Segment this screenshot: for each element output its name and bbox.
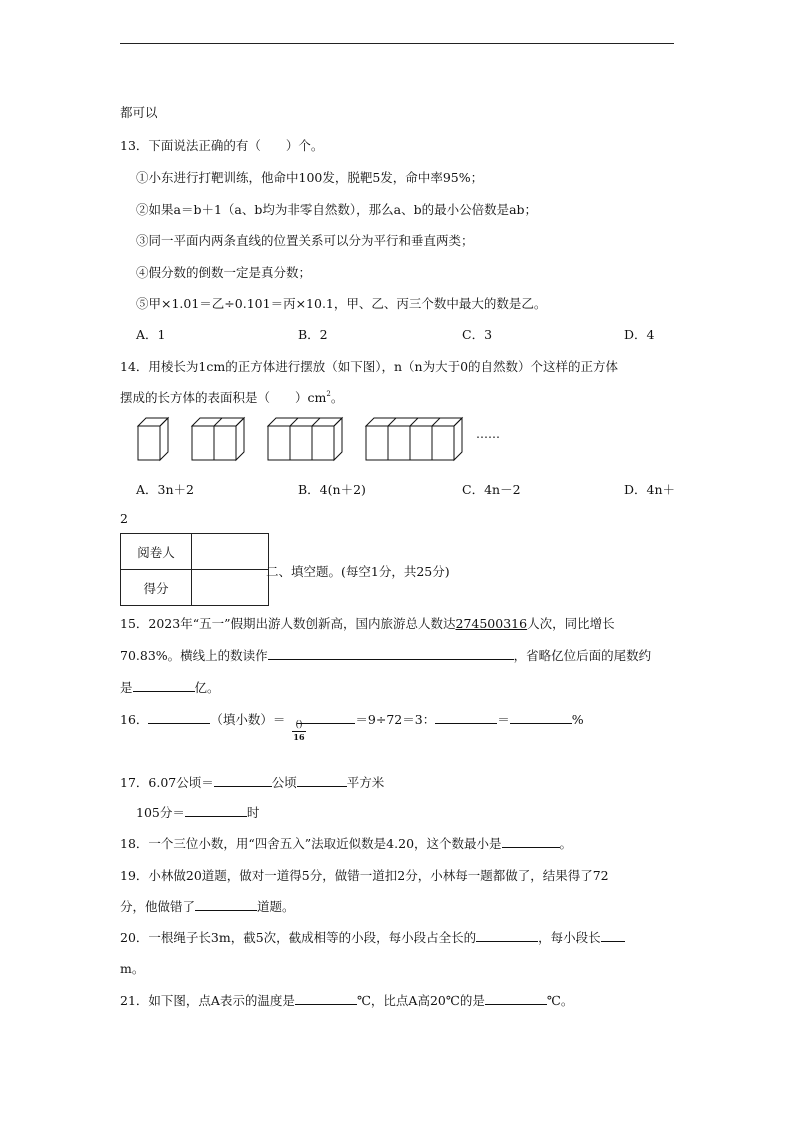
q19-blank[interactable]	[195, 897, 257, 911]
q21-blank-higher[interactable]	[485, 991, 547, 1005]
cube-figure	[130, 412, 530, 468]
q18-text: 。	[559, 836, 573, 851]
q16-text: ＝	[497, 712, 510, 727]
q21-text: ℃。	[546, 993, 574, 1008]
q16-line	[120, 710, 584, 728]
q17-blank-hectare[interactable]	[214, 773, 272, 787]
score-cell[interactable]	[192, 570, 269, 606]
q17-text: 105分＝	[136, 805, 185, 820]
q18-blank[interactable]	[502, 834, 560, 848]
q15-number: 274500316	[455, 616, 528, 631]
q15-blank-approx[interactable]	[133, 678, 195, 692]
q17-text: 平方米	[346, 775, 385, 790]
section-heading: 二、填空题。(每空1分，共25分)	[266, 564, 450, 579]
q15-text: 70.83%。横线上的数读作	[120, 648, 268, 663]
q13-statement: ③同一平面内两条直线的位置关系可以分为平行和垂直两类；	[136, 233, 474, 248]
q15-text: 亿。	[194, 680, 220, 695]
q18-text: 18．一个三位小数，用“四舍五入”法取近似数是4.20，这个数最小是	[120, 836, 502, 851]
q20-text: ，每小段长	[538, 930, 601, 945]
q21-blank-a[interactable]	[295, 991, 357, 1005]
q16-text: （填小数）＝	[210, 712, 286, 727]
q17-line1	[120, 773, 384, 791]
q15-line3	[120, 678, 220, 696]
q16-blank-numerator[interactable]	[297, 710, 355, 724]
q14-stem-line2	[120, 388, 343, 406]
header-rule	[120, 43, 674, 44]
q15-text: 是	[120, 680, 133, 695]
q17-line2	[136, 803, 259, 821]
q16-fraction-denominator: 16	[293, 732, 305, 742]
cube-row-3	[268, 418, 342, 460]
q14-option-d[interactable]: D．4n＋	[624, 482, 676, 497]
cube-row-1	[138, 418, 168, 460]
q16-fraction	[292, 720, 306, 742]
q16-text: ＝9÷72＝3：	[355, 712, 436, 727]
q20-line1	[120, 928, 625, 946]
q20-blank-fraction[interactable]	[476, 928, 538, 942]
q19-line2	[120, 897, 295, 915]
q13-option-b[interactable]: B．2	[298, 327, 328, 342]
q21-text: 21．如下图，点A表示的温度是	[120, 993, 295, 1008]
q13-option-c[interactable]: C．3	[462, 327, 493, 342]
q16-blank-percent[interactable]	[510, 710, 572, 724]
q14-option-b[interactable]: B．4(n＋2)	[298, 482, 366, 497]
q16-number: 16．	[120, 712, 149, 727]
q17-blank-sqm[interactable]	[297, 773, 347, 787]
q16-fraction-numerator: ()	[295, 720, 303, 730]
cube-row-4	[366, 418, 462, 460]
q17-text: 公顷	[271, 775, 297, 790]
q20-text: 20．一根绳子长3m，截5次，截成相等的小段，每小段占全长的	[120, 930, 477, 945]
q15-line1	[120, 614, 615, 632]
q20-line2: m。	[120, 961, 145, 976]
q15-text: ，省略亿位后面的尾数约	[513, 648, 652, 663]
q19-line1: 19．小林做20道题，做对一道得5分，做错一道扣2分，小林每一题都做了，结果得了72	[120, 868, 609, 883]
q14-stem-text: 摆成的长方体的表面积是（ ）cm	[120, 390, 327, 405]
q19-text: 分，他做错了	[120, 899, 196, 914]
q13-statement: ⑤甲×1.01＝乙÷0.101＝丙×10.1，甲、乙、丙三个数中最大的数是乙。	[136, 296, 547, 311]
q21-line	[120, 991, 573, 1009]
q13-stem: 13．下面说法正确的有（ ）个。	[120, 138, 324, 153]
q15-text: 人次，同比增长	[527, 616, 615, 631]
q13-option-d[interactable]: D．4	[624, 327, 655, 342]
cube-ellipsis: ……	[476, 427, 500, 441]
q14-stem-end: 。	[330, 390, 344, 405]
q16-text: %	[571, 712, 584, 727]
q14-option-a[interactable]: A．3n＋2	[136, 482, 194, 497]
q13-option-a[interactable]: A．1	[136, 327, 166, 342]
q14-stem-line1: 14．用棱长为1cm的正方体进行摆放（如下图），n（n为大于0的自然数）个这样的正方体	[120, 359, 619, 374]
grader-table	[120, 533, 269, 606]
q16-blank-ratio[interactable]	[435, 710, 497, 724]
q14-option-d-wrap: 2	[120, 511, 128, 526]
q13-statement: ④假分数的倒数一定是真分数；	[136, 265, 312, 280]
q13-statement: ①小东进行打靶训练，他命中100发，脱靶5发，命中率95%；	[136, 170, 484, 185]
q13-statement: ②如果a＝b＋1（a、b均为非零自然数），那么a、b的最小公倍数是ab；	[136, 202, 538, 217]
q20-blank-length[interactable]	[601, 928, 625, 942]
q18-line	[120, 834, 572, 852]
cube-row-2	[192, 418, 244, 460]
q17-blank-hours[interactable]	[185, 803, 247, 817]
q15-text: 15．2023年“五一”假期出游人数创新高，国内旅游总人数达	[120, 616, 456, 631]
grader-cell[interactable]	[192, 534, 269, 570]
lead-text: 都可以	[120, 105, 158, 120]
q19-text: 道题。	[257, 899, 295, 914]
q15-line2	[120, 646, 651, 664]
grader-label: 阅卷人	[121, 534, 192, 570]
q14-stem-superscript: 2	[326, 390, 331, 398]
q17-text: 时	[246, 805, 260, 820]
q21-text: ℃，比点A高20℃的是	[356, 993, 485, 1008]
q16-blank-decimal[interactable]	[148, 710, 210, 724]
q15-blank-reading[interactable]	[268, 646, 514, 660]
score-label: 得分	[121, 570, 192, 606]
q14-option-c[interactable]: C．4n－2	[462, 482, 521, 497]
q17-text: 17．6.07公顷＝	[120, 775, 214, 790]
